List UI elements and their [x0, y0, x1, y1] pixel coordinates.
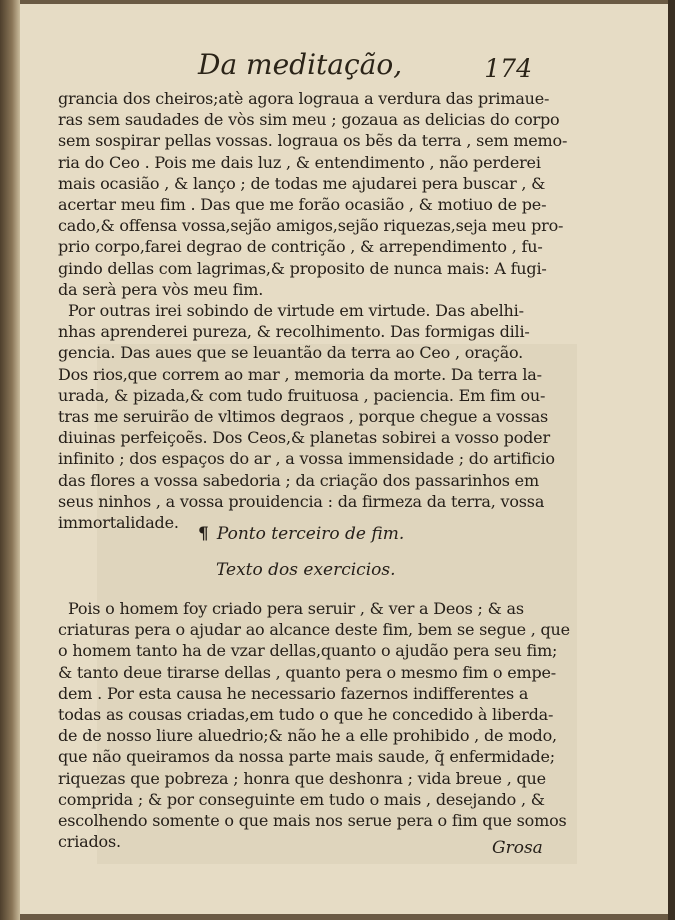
text-line: de de nosso liure aluedrio;& não he a elle prohibido , de modo,: [58, 726, 557, 746]
text-line: riquezas que pobreza ; honra que deshonra ; vida breue , que: [58, 768, 546, 788]
text-line: diuinas perfeiçoẽs. Dos Ceos,& planetas sobirei a vosso poder: [58, 428, 550, 448]
text-line: Dos rios,que correm ao mar , memoria da morte. Da terra la-: [58, 364, 542, 384]
text-line: todas as cousas criadas,em tudo o que he concedido à liberda-: [58, 705, 554, 725]
text-line: o homem tanto ha de vzar dellas,quanto o ajudão pera seu fim;: [58, 641, 558, 661]
previous-page-edge: [0, 0, 20, 920]
body-text-block-1: [58, 88, 568, 533]
catchword: Grosa: [492, 838, 543, 858]
text-line: criados.: [58, 832, 121, 852]
text-line: dem . Por esta causa he necessario fazernos indifferentes a: [58, 683, 529, 703]
running-head: Da meditação,: [198, 48, 403, 81]
text-line: immortalidade.: [58, 513, 179, 533]
body-text-block-2: [58, 598, 570, 852]
text-line: urada, & pizada,& com tudo fruituosa , paciencia. Em fim ou-: [58, 385, 546, 405]
text-line: acertar meu fim . Das que me forão ocasião , & motiuo de pe-: [58, 195, 547, 215]
text-line: mais ocasião , & lanço ; de todas me ajudarei pera buscar , &: [58, 173, 546, 193]
text-line: comprida ; & por conseguinte em tudo o mais , desejando , &: [58, 789, 545, 809]
text-line: das flores a vossa sabedoria ; da criação dos passarinhos em: [58, 470, 539, 490]
text-line: criaturas pera o ajudar ao alcance deste fim, bem se segue , que: [58, 620, 570, 640]
text-line: da serà pera vòs meu fim.: [58, 279, 264, 299]
subsection-heading: Texto dos exercicios.: [216, 560, 396, 580]
text-line: gencia. Das aues que se leuantão da terra ao Ceo , oração.: [58, 343, 524, 363]
page-number: 174: [484, 54, 532, 83]
section-title: Ponto terceiro de fim.: [216, 524, 405, 544]
text-line: que não queiramos da nossa parte mais saude, q̃ enfermidade;: [58, 747, 555, 767]
text-line: nhas aprenderei pureza, & recolhimento. Das formigas dili-: [58, 322, 530, 342]
text-line: prio corpo,farei degrao de contrição , & arrependimento , fu-: [58, 237, 543, 257]
text-line: ria do Ceo . Pois me dais luz , & entendimento , não perderei: [58, 152, 541, 172]
text-line: sem sospirar pellas vossas. lograua os bẽs da terra , sem memo-: [58, 131, 568, 151]
text-line: escolhendo somente o que mais nos serue pera o fim que somos: [58, 811, 567, 831]
section-heading: [198, 524, 404, 544]
text-line: Pois o homem foy criado pera seruir , & ver a Deos ; & as: [68, 599, 524, 618]
text-line: tras me seruirão de vltimos degraos , porque chegue a vossas: [58, 407, 549, 427]
text-line: seus ninhos , a vossa prouidencia : da firmeza da terra, vossa: [58, 491, 545, 511]
page-header: [40, 48, 540, 88]
text-line: gindo dellas com lagrimas,& proposito de nunca mais: A fugi-: [58, 258, 547, 278]
page-shadow-right: [668, 0, 675, 920]
pilcrow-icon: ¶: [198, 524, 209, 544]
text-line: grancia dos cheiros;atè agora lograua a verdura das primaue-: [58, 89, 550, 108]
text-line: & tanto deue tirarse dellas , quanto pera o mesmo fim o empe-: [58, 662, 556, 682]
text-line: infinito ; dos espaços do ar , a vossa immensidade ; do artificio: [58, 449, 555, 469]
text-line: Por outras irei sobindo de virtude em virtude. Das abelhi-: [68, 301, 524, 321]
text-line: ras sem saudades de vòs sim meu ; gozaua as delicias do corpo: [58, 110, 560, 130]
text-line: cado,& offensa vossa,sejão amigos,sejão riquezas,seja meu pro-: [58, 216, 564, 236]
